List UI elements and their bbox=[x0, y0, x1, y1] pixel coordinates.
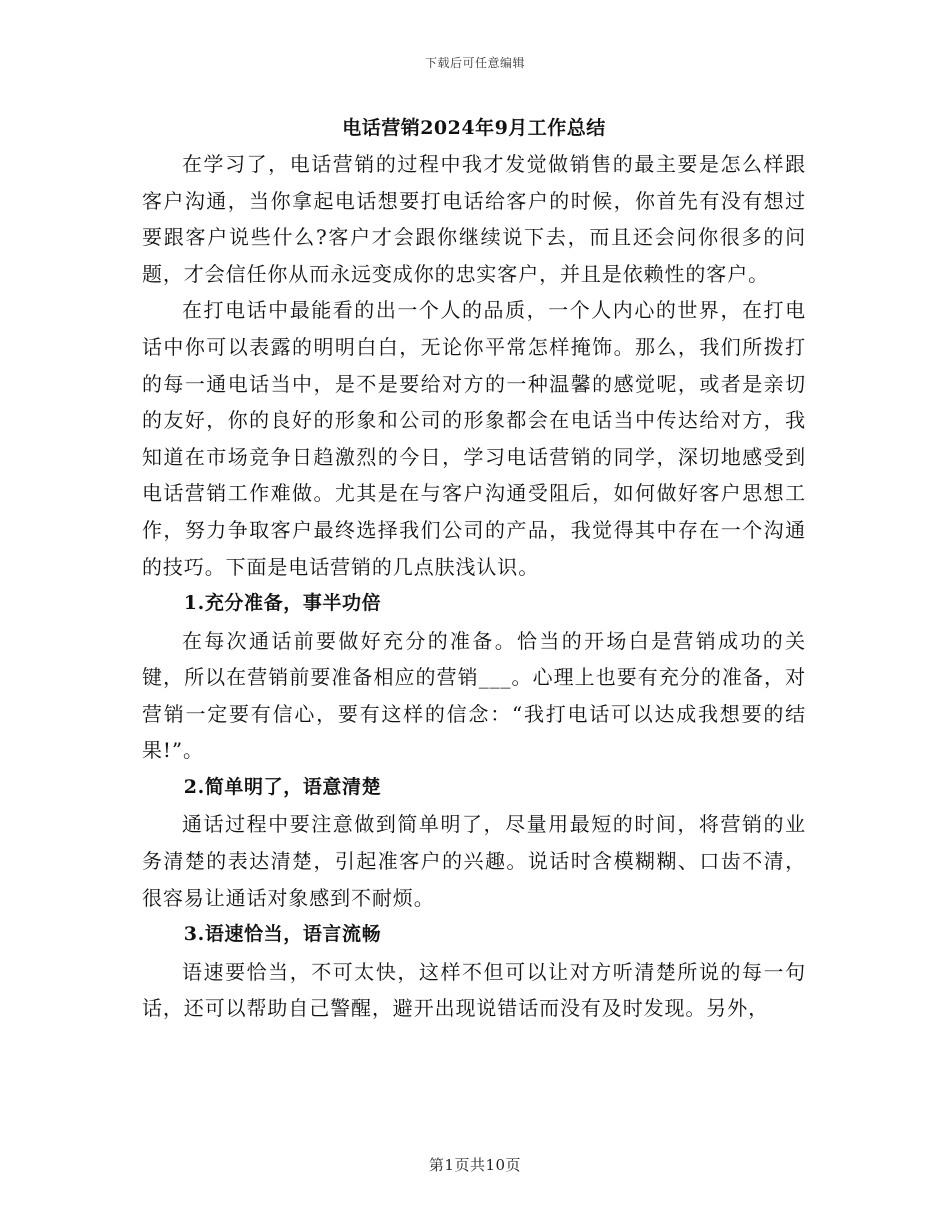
document-title: 电话营销2024年9月工作总结 bbox=[342, 117, 606, 139]
running-header: 下载后可任意编辑 bbox=[424, 56, 525, 70]
body-paragraph: 通话过程中要注意做到简单明了，尽量用最短的时间，将营销的业务清楚的表达清楚，引起准客户的兴趣。说话时含模糊糊、口齿不清，很容易让通话对象感到不耐烦。 bbox=[142, 812, 806, 910]
body-paragraph: 语速要恰当，不可太快，这样不但可以让对方听清楚所说的每一句话，还可以帮助自己警醒，避开出现说错话而没有及时发现。另外， bbox=[142, 959, 806, 1021]
body-paragraph: 在学习了，电话营销的过程中我才发觉做销售的最主要是怎么样跟客户沟通，当你拿起电话想要打电话给客户的时候，你首先有没有想过要跟客户说些什么?客户才会跟你继续说下去，而且还会问你很多的问题，才会信任你从而永远变成你的忠实客户，并且是依赖性的客户。 bbox=[142, 152, 806, 286]
body-paragraph: 在每次通话前要做好充分的准备。恰当的开场白是营销成功的关键，所以在营销前要准备相应的营销___。心理上也要有充分的准备，对营销一定要有信心，要有这样的信念：“我打电话可以达成我想要的结果!”。 bbox=[142, 628, 806, 763]
section-heading: 3.语速恰当，语言流畅 bbox=[183, 923, 382, 946]
section-heading: 2.简单明了，语意清楚 bbox=[183, 775, 382, 798]
document-body bbox=[142, 110, 806, 1027]
section-heading: 1.充分准备，事半功倍 bbox=[183, 592, 382, 615]
page-footer: 第1页共10页 bbox=[428, 1156, 522, 1174]
body-paragraph: 在打电话中最能看的出一个人的品质，一个人内心的世界，在打电话中你可以表露的明明白白，无论你平常怎样掩饰。那么，我们所拨打的每一通电话当中，是不是要给对方的一种温馨的感觉呢，或者是亲切的友好，你的良好的形象和公司的形象都会在电话当中传达给对方，我知道在市场竞争日趋激烈的今日，学习电话营销的同学，深切地感受到电话营销工作难做。尤其是在与客户沟通受阻后，如何做好客户思想工作，努力争取客户最终选择我们公司的产品，我觉得其中存在一个沟通的技巧。下面是电话营销的几点肤浅认识。 bbox=[142, 298, 806, 579]
